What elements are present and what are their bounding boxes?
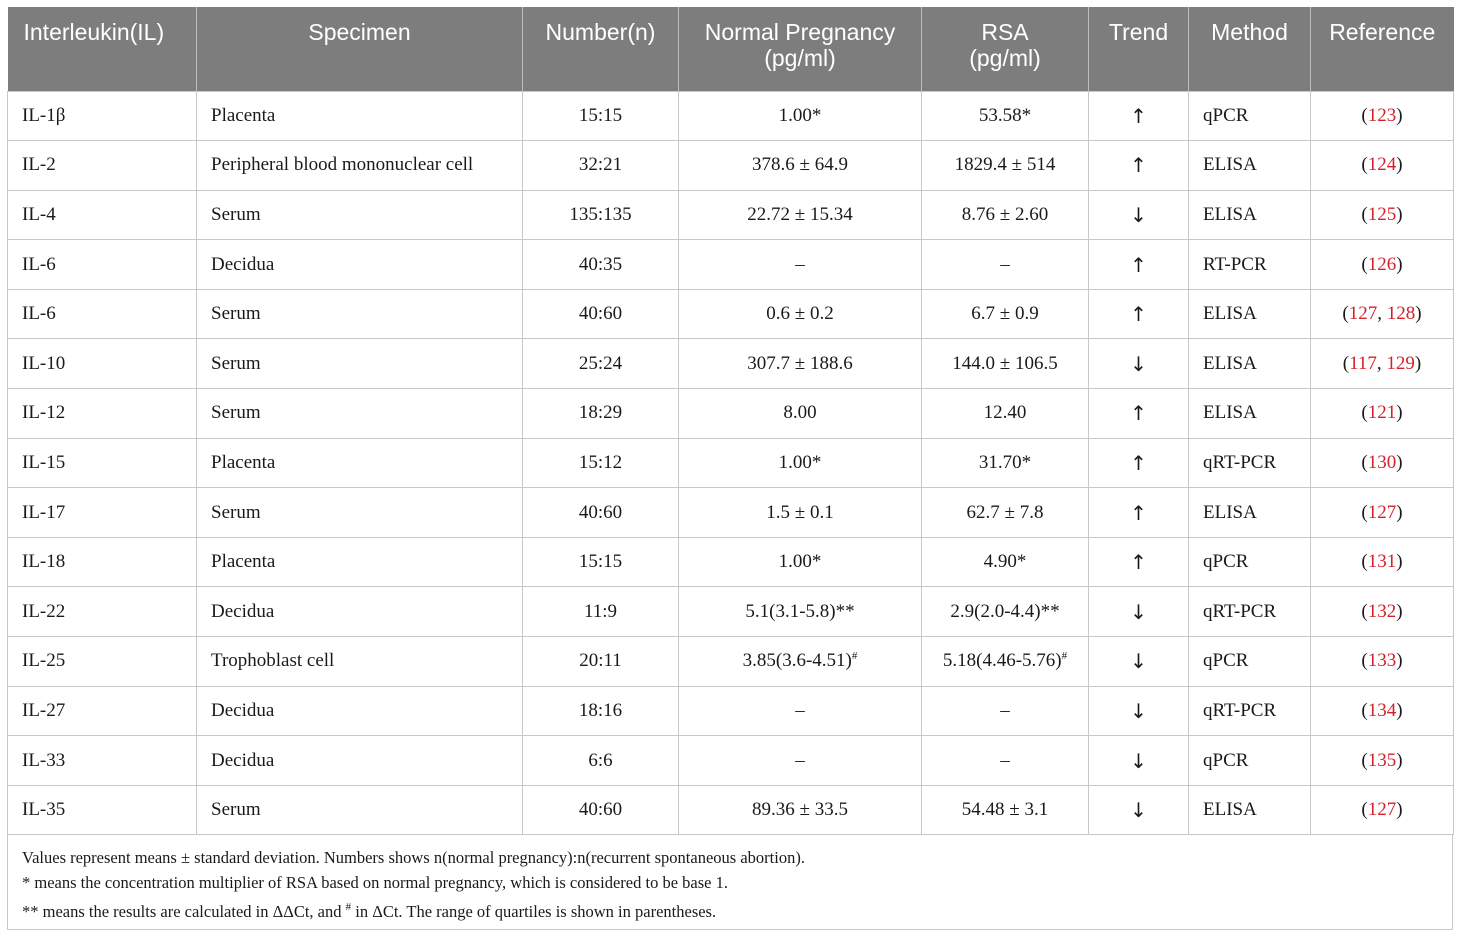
cell-specimen-text: Serum bbox=[211, 303, 261, 325]
reference-link[interactable]: 133 bbox=[1367, 650, 1397, 672]
table-row bbox=[8, 339, 1454, 389]
cell-interleukin-text: IL-12 bbox=[22, 402, 66, 424]
cell-rsa-text: 54.48 ± 3.1 bbox=[961, 799, 1049, 821]
cell-specimen-text: Decidua bbox=[211, 253, 275, 275]
cell-number bbox=[523, 339, 679, 389]
header-trend bbox=[1089, 7, 1189, 91]
cell-trend-text: ↓ bbox=[1130, 599, 1147, 624]
cell-number bbox=[523, 240, 679, 290]
header-number bbox=[523, 7, 679, 91]
cell-reference: (123) bbox=[1311, 91, 1454, 141]
cell-specimen-text: Serum bbox=[211, 501, 261, 523]
cell-specimen-text: Serum bbox=[211, 203, 261, 225]
cell-number-text: 15:15 bbox=[578, 104, 623, 126]
cell-number bbox=[523, 537, 679, 587]
reference-link[interactable]: 121 bbox=[1367, 402, 1397, 424]
cell-interleukin bbox=[8, 587, 197, 637]
reference-link[interactable]: 124 bbox=[1367, 154, 1397, 176]
cell-rsa-text: – bbox=[1000, 253, 1010, 275]
cell-rsa-text: 12.40 bbox=[983, 402, 1027, 424]
cell-interleukin bbox=[8, 339, 197, 389]
header-interleukin-line1: Interleukin(IL) bbox=[23, 19, 165, 45]
cell-reference: (127, 128) bbox=[1311, 289, 1454, 339]
cell-method-text: qRT-PCR bbox=[1203, 600, 1277, 622]
cell-number bbox=[523, 141, 679, 191]
cell-normal-pregnancy-text: 1.00* bbox=[778, 104, 822, 126]
cell-specimen bbox=[197, 339, 523, 389]
cell-interleukin bbox=[8, 637, 197, 687]
cell-normal-pregnancy bbox=[679, 190, 922, 240]
cell-number bbox=[523, 438, 679, 488]
cell-trend-text: ↑ bbox=[1130, 153, 1147, 178]
reference-link[interactable]: 127 bbox=[1348, 303, 1378, 325]
reference-link[interactable]: 117 bbox=[1349, 352, 1377, 374]
cell-reference: (134) bbox=[1311, 686, 1454, 736]
cell-method-text: ELISA bbox=[1203, 501, 1257, 523]
cell-interleukin bbox=[8, 537, 197, 587]
table-body bbox=[8, 91, 1454, 835]
cell-trend-text: ↑ bbox=[1130, 500, 1147, 525]
cell-trend bbox=[1089, 240, 1189, 290]
cell-rsa-text: 1829.4 ± 514 bbox=[954, 154, 1056, 176]
cell-rsa-text: 2.9(2.0-4.4)** bbox=[950, 600, 1060, 622]
header-rsa bbox=[922, 7, 1089, 91]
cell-interleukin-text: IL-10 bbox=[22, 352, 66, 374]
reference-link[interactable]: 132 bbox=[1367, 600, 1397, 622]
cell-specimen bbox=[197, 637, 523, 687]
cell-reference: (125) bbox=[1311, 190, 1454, 240]
cell-normal-pregnancy bbox=[679, 91, 922, 141]
cell-number bbox=[523, 91, 679, 141]
cell-reference: (135) bbox=[1311, 736, 1454, 786]
cell-interleukin-text: IL-25 bbox=[22, 650, 66, 672]
cell-interleukin-text: IL-17 bbox=[22, 501, 66, 523]
header-normal-pregnancy-line1: Normal Pregnancy bbox=[704, 19, 896, 45]
cell-number bbox=[523, 686, 679, 736]
cell-trend bbox=[1089, 141, 1189, 191]
cell-interleukin bbox=[8, 190, 197, 240]
cell-normal-pregnancy-text: 5.1(3.1-5.8)** bbox=[745, 600, 855, 622]
cell-trend bbox=[1089, 488, 1189, 538]
header-method bbox=[1189, 7, 1311, 91]
header-number-line1: Number(n) bbox=[545, 19, 656, 45]
cell-normal-pregnancy bbox=[679, 637, 922, 687]
cell-trend bbox=[1089, 389, 1189, 439]
header-specimen-line1: Specimen bbox=[308, 19, 411, 45]
cell-specimen bbox=[197, 389, 523, 439]
cell-normal-pregnancy-text: – bbox=[795, 749, 805, 771]
cell-normal-pregnancy bbox=[679, 488, 922, 538]
reference-link[interactable]: 135 bbox=[1367, 749, 1397, 771]
cell-method-text: ELISA bbox=[1203, 154, 1257, 176]
cell-number-text: 11:9 bbox=[583, 600, 618, 622]
reference-link[interactable]: 131 bbox=[1367, 551, 1397, 573]
cell-normal-pregnancy-text: 1.00* bbox=[778, 551, 822, 573]
cell-trend bbox=[1089, 339, 1189, 389]
reference-link[interactable]: 127 bbox=[1367, 799, 1397, 821]
cell-interleukin-text: IL-15 bbox=[22, 451, 66, 473]
cell-method bbox=[1189, 289, 1311, 339]
cell-rsa bbox=[922, 91, 1089, 141]
cell-number-text: 15:12 bbox=[578, 451, 623, 473]
cell-rsa-text: 144.0 ± 106.5 bbox=[952, 352, 1058, 374]
cell-number-text: 6:6 bbox=[588, 749, 613, 771]
cell-specimen-text: Placenta bbox=[211, 551, 276, 573]
cell-method bbox=[1189, 91, 1311, 141]
cell-trend-text: ↑ bbox=[1130, 302, 1147, 327]
cell-normal-pregnancy bbox=[679, 736, 922, 786]
cell-rsa-text: 31.70* bbox=[978, 451, 1032, 473]
footnote-3-part-a: ** means the results are calculated in ΔΔCt, and bbox=[22, 902, 346, 922]
cell-interleukin bbox=[8, 289, 197, 339]
cell-number bbox=[523, 389, 679, 439]
cell-method-text: ELISA bbox=[1203, 303, 1257, 325]
cell-number bbox=[523, 637, 679, 687]
cell-normal-pregnancy bbox=[679, 289, 922, 339]
cell-normal-pregnancy bbox=[679, 339, 922, 389]
cell-number-text: 20:11 bbox=[579, 650, 622, 672]
cell-rsa bbox=[922, 389, 1089, 439]
cell-specimen-text: Serum bbox=[211, 799, 261, 821]
cell-method-text: ELISA bbox=[1203, 203, 1257, 225]
cell-trend bbox=[1089, 438, 1189, 488]
cell-rsa bbox=[922, 240, 1089, 290]
cell-method-text: qPCR bbox=[1203, 749, 1249, 771]
cell-method bbox=[1189, 240, 1311, 290]
cell-normal-pregnancy-text: 89.36 ± 33.5 bbox=[752, 799, 848, 821]
cell-rsa bbox=[922, 736, 1089, 786]
cell-interleukin-text: IL-33 bbox=[22, 749, 66, 771]
cell-reference: (124) bbox=[1311, 141, 1454, 191]
cell-method-text: ELISA bbox=[1203, 799, 1257, 821]
cell-specimen bbox=[197, 587, 523, 637]
cell-normal-pregnancy-text: 378.6 ± 64.9 bbox=[752, 154, 848, 176]
cell-specimen bbox=[197, 736, 523, 786]
cell-method bbox=[1189, 736, 1311, 786]
cell-normal-pregnancy bbox=[679, 389, 922, 439]
cell-reference: (117, 129) bbox=[1311, 339, 1454, 389]
cell-normal-pregnancy-text: 1.00* bbox=[778, 451, 822, 473]
table-row bbox=[8, 438, 1454, 488]
cell-rsa bbox=[922, 537, 1089, 587]
footnote-3-sup: # bbox=[345, 901, 352, 914]
cell-trend-text: ↑ bbox=[1130, 401, 1147, 426]
cell-number-text: 40:60 bbox=[578, 501, 623, 523]
cell-trend-text: ↓ bbox=[1130, 202, 1147, 227]
cell-trend bbox=[1089, 637, 1189, 687]
cell-normal-pregnancy bbox=[679, 141, 922, 191]
header-rsa-line1: RSA bbox=[981, 19, 1029, 45]
cell-number-text: 15:15 bbox=[578, 551, 623, 573]
footnote-2: * means the concentration multiplier of RSA based on normal pregnancy, which is considered to be base 1. bbox=[22, 873, 728, 893]
interleukin-table bbox=[7, 7, 1454, 835]
cell-number bbox=[523, 488, 679, 538]
cell-rsa bbox=[922, 289, 1089, 339]
cell-trend bbox=[1089, 736, 1189, 786]
cell-specimen-text: Placenta bbox=[211, 451, 276, 473]
cell-interleukin bbox=[8, 141, 197, 191]
cell-number bbox=[523, 587, 679, 637]
cell-reference: (130) bbox=[1311, 438, 1454, 488]
cell-interleukin bbox=[8, 736, 197, 786]
cell-rsa bbox=[922, 587, 1089, 637]
cell-rsa bbox=[922, 141, 1089, 191]
cell-number-text: 135:135 bbox=[569, 203, 632, 225]
header-row bbox=[8, 7, 1454, 91]
cell-reference: (127) bbox=[1311, 488, 1454, 538]
cell-trend-text: ↓ bbox=[1130, 698, 1147, 723]
cell-method-text: qPCR bbox=[1203, 551, 1249, 573]
reference-link[interactable]: 129 bbox=[1386, 352, 1415, 374]
cell-specimen bbox=[197, 190, 523, 240]
cell-normal-pregnancy-text: 1.5 ± 0.1 bbox=[766, 501, 834, 523]
reference-link[interactable]: 126 bbox=[1367, 253, 1397, 275]
header-rsa-line2: (pg/ml) bbox=[969, 45, 1041, 71]
table-row bbox=[8, 190, 1454, 240]
cell-specimen bbox=[197, 289, 523, 339]
cell-reference: (132) bbox=[1311, 587, 1454, 637]
cell-specimen-text: Serum bbox=[211, 352, 261, 374]
cell-normal-pregnancy-text: 0.6 ± 0.2 bbox=[766, 303, 834, 325]
header-normal-pregnancy-line2: (pg/ml) bbox=[764, 45, 836, 71]
cell-specimen bbox=[197, 785, 523, 835]
cell-trend bbox=[1089, 190, 1189, 240]
table-row bbox=[8, 91, 1454, 141]
footnote-3 bbox=[22, 895, 1438, 924]
cell-interleukin-text: IL-4 bbox=[22, 203, 56, 225]
cell-normal-pregnancy bbox=[679, 537, 922, 587]
cell-number bbox=[523, 736, 679, 786]
cell-rsa-text: 4.90* bbox=[983, 551, 1027, 573]
cell-interleukin-text: IL-22 bbox=[22, 600, 66, 622]
reference-link[interactable]: 128 bbox=[1386, 303, 1416, 325]
table-row bbox=[8, 587, 1454, 637]
cell-interleukin bbox=[8, 240, 197, 290]
cell-method-text: qRT-PCR bbox=[1203, 699, 1277, 721]
header-method-line1: Method bbox=[1211, 19, 1288, 45]
cell-trend bbox=[1089, 686, 1189, 736]
cell-number-text: 40:35 bbox=[578, 253, 623, 275]
cell-number-text: 32:21 bbox=[578, 154, 623, 176]
cell-specimen-text: Decidua bbox=[211, 699, 275, 721]
reference-link[interactable]: 123 bbox=[1367, 104, 1397, 126]
reference-link[interactable]: 130 bbox=[1367, 451, 1397, 473]
table-row bbox=[8, 488, 1454, 538]
cell-number-text: 40:60 bbox=[578, 799, 623, 821]
cell-reference: (126) bbox=[1311, 240, 1454, 290]
cell-specimen-text: Placenta bbox=[211, 104, 276, 126]
cell-normal-pregnancy bbox=[679, 686, 922, 736]
cell-specimen-text: Decidua bbox=[211, 600, 275, 622]
cell-method bbox=[1189, 389, 1311, 439]
cell-rsa-sup: # bbox=[1061, 650, 1068, 663]
cell-interleukin bbox=[8, 389, 197, 439]
cell-normal-pregnancy-text: 307.7 ± 188.6 bbox=[747, 352, 853, 374]
cell-rsa bbox=[922, 339, 1089, 389]
cell-method bbox=[1189, 190, 1311, 240]
cell-interleukin bbox=[8, 488, 197, 538]
cell-rsa-text: – bbox=[1000, 699, 1010, 721]
cell-method bbox=[1189, 141, 1311, 191]
table-container bbox=[7, 7, 1453, 930]
cell-specimen-text: Trophoblast cell bbox=[211, 650, 335, 672]
cell-rsa-text: – bbox=[1000, 749, 1010, 771]
cell-specimen bbox=[197, 438, 523, 488]
cell-number-text: 40:60 bbox=[578, 303, 623, 325]
cell-specimen bbox=[197, 91, 523, 141]
cell-reference: (121) bbox=[1311, 389, 1454, 439]
table-footnotes bbox=[7, 835, 1453, 930]
table-row bbox=[8, 240, 1454, 290]
cell-method bbox=[1189, 785, 1311, 835]
cell-specimen bbox=[197, 488, 523, 538]
cell-rsa-text: 8.76 ± 2.60 bbox=[961, 203, 1049, 225]
cell-reference: (131) bbox=[1311, 537, 1454, 587]
cell-interleukin-text: IL-6 bbox=[22, 303, 56, 325]
cell-method bbox=[1189, 537, 1311, 587]
table-row bbox=[8, 537, 1454, 587]
cell-number bbox=[523, 190, 679, 240]
table-row bbox=[8, 736, 1454, 786]
cell-trend-text: ↑ bbox=[1130, 103, 1147, 128]
cell-trend-text: ↓ bbox=[1130, 649, 1147, 674]
cell-normal-pregnancy-text: 3.85(3.6-4.51) bbox=[742, 650, 852, 672]
cell-rsa-text: 53.58* bbox=[978, 104, 1032, 126]
cell-trend bbox=[1089, 785, 1189, 835]
footnote-1: Values represent means ± standard deviation. Numbers shows n(normal pregnancy):n(recurrent spontaneous abortion). bbox=[22, 848, 805, 868]
cell-method bbox=[1189, 339, 1311, 389]
cell-number-text: 25:24 bbox=[578, 352, 623, 374]
cell-rsa bbox=[922, 488, 1089, 538]
cell-normal-pregnancy-text: – bbox=[795, 699, 805, 721]
table-row bbox=[8, 389, 1454, 439]
cell-trend-text: ↑ bbox=[1130, 252, 1147, 277]
cell-method bbox=[1189, 587, 1311, 637]
cell-rsa-text: 5.18(4.46-5.76) bbox=[942, 650, 1062, 672]
reference-link[interactable]: 134 bbox=[1367, 699, 1397, 721]
cell-trend-text: ↑ bbox=[1130, 450, 1147, 475]
cell-interleukin-text: IL-27 bbox=[22, 699, 66, 721]
cell-rsa-text: 6.7 ± 0.9 bbox=[971, 303, 1039, 325]
cell-normal-pregnancy-text: – bbox=[795, 253, 805, 275]
cell-trend-text: ↑ bbox=[1130, 550, 1147, 575]
cell-rsa bbox=[922, 637, 1089, 687]
header-normal-pregnancy bbox=[679, 7, 922, 91]
cell-trend bbox=[1089, 91, 1189, 141]
cell-interleukin bbox=[8, 438, 197, 488]
reference-link[interactable]: 125 bbox=[1367, 203, 1397, 225]
cell-interleukin bbox=[8, 91, 197, 141]
cell-interleukin-text: IL-6 bbox=[22, 253, 56, 275]
cell-rsa bbox=[922, 438, 1089, 488]
cell-normal-pregnancy bbox=[679, 587, 922, 637]
footnote-3-part-b: in ΔCt. The range of quartiles is shown in parentheses. bbox=[351, 902, 717, 922]
cell-normal-pregnancy bbox=[679, 240, 922, 290]
cell-interleukin bbox=[8, 686, 197, 736]
cell-method-text: qPCR bbox=[1203, 650, 1249, 672]
cell-method-text: ELISA bbox=[1203, 352, 1257, 374]
cell-number-text: 18:29 bbox=[578, 402, 623, 424]
cell-normal-pregnancy bbox=[679, 785, 922, 835]
cell-normal-pregnancy-sup: # bbox=[851, 650, 858, 663]
cell-method bbox=[1189, 438, 1311, 488]
cell-trend bbox=[1089, 289, 1189, 339]
cell-method-text: ELISA bbox=[1203, 402, 1257, 424]
cell-trend-text: ↓ bbox=[1130, 798, 1147, 823]
cell-interleukin-text: IL-35 bbox=[22, 799, 66, 821]
header-specimen bbox=[197, 7, 523, 91]
cell-normal-pregnancy bbox=[679, 438, 922, 488]
cell-specimen-text: Peripheral blood mononuclear cell bbox=[211, 154, 474, 176]
cell-trend-text: ↓ bbox=[1130, 351, 1147, 376]
cell-rsa bbox=[922, 785, 1089, 835]
cell-method bbox=[1189, 637, 1311, 687]
table-row bbox=[8, 686, 1454, 736]
cell-interleukin-text: IL-1β bbox=[22, 104, 66, 126]
header-trend-line1: Trend bbox=[1108, 19, 1169, 45]
cell-number bbox=[523, 785, 679, 835]
cell-method bbox=[1189, 488, 1311, 538]
cell-interleukin bbox=[8, 785, 197, 835]
cell-number-text: 18:16 bbox=[578, 699, 623, 721]
cell-method-text: RT-PCR bbox=[1203, 253, 1267, 275]
cell-interleukin-text: IL-18 bbox=[22, 551, 66, 573]
cell-method-text: qRT-PCR bbox=[1203, 451, 1277, 473]
table-row bbox=[8, 289, 1454, 339]
cell-rsa bbox=[922, 190, 1089, 240]
cell-interleukin-text: IL-2 bbox=[22, 154, 56, 176]
header-reference-line1: Reference bbox=[1329, 19, 1436, 45]
cell-method-text: qPCR bbox=[1203, 104, 1249, 126]
cell-specimen-text: Decidua bbox=[211, 749, 275, 771]
cell-normal-pregnancy-text: 8.00 bbox=[783, 402, 817, 424]
cell-rsa-text: 62.7 ± 7.8 bbox=[966, 501, 1044, 523]
header-reference bbox=[1311, 7, 1454, 91]
cell-specimen bbox=[197, 240, 523, 290]
cell-specimen bbox=[197, 537, 523, 587]
cell-reference: (127) bbox=[1311, 785, 1454, 835]
header-interleukin bbox=[8, 7, 197, 91]
cell-trend-text: ↓ bbox=[1130, 748, 1147, 773]
table-row bbox=[8, 785, 1454, 835]
cell-normal-pregnancy-text: 22.72 ± 15.34 bbox=[747, 203, 853, 225]
cell-trend bbox=[1089, 587, 1189, 637]
cell-trend bbox=[1089, 537, 1189, 587]
cell-reference: (133) bbox=[1311, 637, 1454, 687]
table-row bbox=[8, 637, 1454, 687]
cell-specimen bbox=[197, 141, 523, 191]
cell-method bbox=[1189, 686, 1311, 736]
cell-specimen-text: Serum bbox=[211, 402, 261, 424]
reference-link[interactable]: 127 bbox=[1367, 501, 1397, 523]
cell-rsa bbox=[922, 686, 1089, 736]
cell-number bbox=[523, 289, 679, 339]
cell-specimen bbox=[197, 686, 523, 736]
table-row bbox=[8, 141, 1454, 191]
